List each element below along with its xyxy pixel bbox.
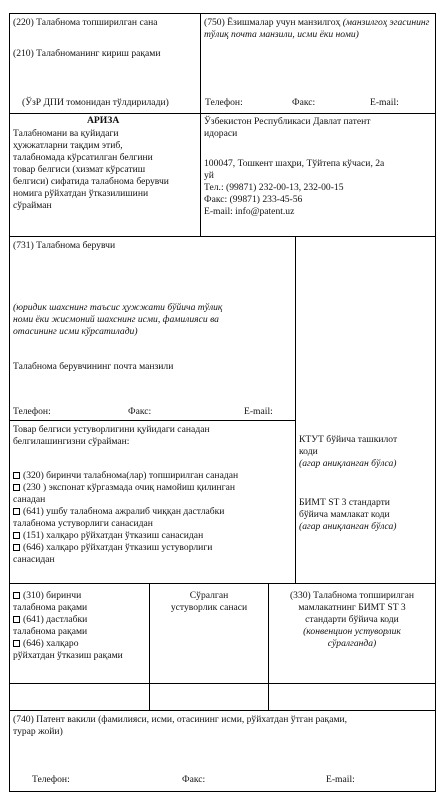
priority-heading-line: Товар белгиси устуворлигини қуйидаги санадан — [13, 424, 210, 435]
application-text-line: ҳужжатларни тақдим этиб, — [13, 140, 123, 151]
ktut-code-note: (агар аниқланган бўлса) — [299, 458, 397, 469]
patent-attorney-heading — [13, 714, 347, 738]
priority-option[interactable] — [13, 506, 238, 518]
applicant-heading: (731) Талабнома берувчи — [13, 240, 116, 251]
application-text-line: Талабномани ва қуйидаги — [13, 128, 119, 139]
priority-option-continued: талабнома устуворлиги санасидан — [13, 518, 153, 529]
priority-number-entry[interactable] — [9, 683, 150, 711]
wipo-code-line: бўйича мамлакат коди — [299, 509, 390, 520]
number-option[interactable] — [13, 614, 123, 626]
ktut-code-line: КТУТ бўйича ташкилот — [299, 434, 398, 445]
checkbox[interactable] — [13, 532, 20, 539]
country-code-label — [270, 590, 434, 650]
priority-option-label: (230 ) экспонат кўргазмада очиқ намойиш қилинган — [23, 482, 236, 493]
number-option-continued: талабнома рақами — [13, 602, 88, 613]
country-code-line: мамлакатнинг БИМТ ST 3 — [298, 602, 406, 613]
priority-option[interactable] — [13, 470, 238, 482]
applicant-fax-label: Факс: — [128, 406, 152, 417]
priority-heading — [13, 424, 210, 448]
office-address-line: 100047, Тошкент шаҳри, Тўйтепа кўчаси, 2а — [204, 158, 385, 169]
priority-option[interactable] — [13, 482, 238, 494]
priority-heading-line: белгилашингизни сўрайман: — [13, 436, 130, 447]
applicant-note-line: номи ёки жисмоний шахснинг исми, фамилияси ва — [13, 314, 219, 325]
attorney-heading-line: турар жойи) — [13, 726, 63, 737]
priority-option-label: (646) халқаро рўйхатдан ўтказиш устуворлиги — [23, 542, 213, 553]
application-text-line: сўрайман — [13, 200, 52, 211]
requested-priority-date-label — [151, 590, 267, 614]
office-email: E-mail: info@patent.uz — [204, 206, 295, 217]
priority-option-continued: санасидан — [13, 554, 55, 565]
correspondence-email-label: E-mail: — [370, 97, 399, 108]
requested-date-line: Сўралган — [189, 590, 229, 601]
patent-office-address — [204, 158, 384, 218]
checkbox[interactable] — [13, 616, 20, 623]
priority-option-continued: санадан — [13, 494, 46, 505]
applicant-postal-address: Талабнома берувчининг почта манзили — [13, 361, 174, 372]
country-code-line: стандарти бўйича коди — [305, 614, 399, 625]
priority-option-label: (641) ушбу талабнома ажралиб чиққан дастлабки — [23, 506, 225, 517]
number-option-continued: рўйхатдан ўтказиш рақами — [13, 650, 123, 661]
receipt-number-label: (210) Талабноманинг кириш рақами — [13, 48, 161, 59]
wipo-country-code — [299, 497, 397, 533]
country-code-line: (330) Талабнома топширилган — [289, 590, 415, 601]
priority-option-label: (320) биринчи талабнома(лар) топширилган санадан — [23, 470, 239, 481]
office-address-line: уй — [204, 170, 214, 181]
checkbox[interactable] — [13, 544, 20, 551]
priority-options — [13, 470, 238, 566]
applicant-email-label: E-mail: — [244, 406, 273, 417]
office-name-line: Ўзбекистон Республикаси Давлат патент — [204, 116, 371, 127]
wipo-code-note: (агар аниқланган бўлса) — [299, 521, 397, 532]
priority-number-options — [13, 590, 123, 662]
checkbox[interactable] — [13, 484, 20, 491]
checkbox[interactable] — [13, 640, 20, 647]
wipo-code-line: БИМТ ST 3 стандарти — [299, 497, 390, 508]
priority-option[interactable] — [13, 530, 238, 542]
application-text-line: белгиси) сифатида талабнома берувчи — [13, 176, 169, 187]
application-title: АРИЗА — [87, 115, 120, 126]
office-fax: Факс: (99871) 233-45-56 — [204, 194, 303, 205]
number-option-continued: талабнома рақами — [13, 626, 88, 637]
applicant-note — [13, 302, 222, 338]
priority-date-entry[interactable] — [149, 683, 269, 711]
priority-option-label: (151) халқаро рўйхатдан ўтказиш санасидан — [23, 530, 204, 541]
office-tel: Тел.: (99871) 232-00-13, 232-00-15 — [204, 182, 344, 193]
application-text-line: номига рўйхатдан ўтказилишини — [13, 188, 149, 199]
number-option-label: (310) биринчи — [23, 590, 82, 601]
country-code-note: сўралганда) — [327, 638, 377, 649]
correspondence-address-heading — [204, 17, 432, 41]
checkbox[interactable] — [13, 472, 20, 479]
applicant-note-line: (юридик шахснинг таъсис ҳужжати бўйича тўлиқ — [13, 302, 223, 313]
number-option-label: (646) халқаро — [23, 638, 79, 649]
ktut-code-line: коди — [299, 446, 318, 457]
checkbox[interactable] — [13, 508, 20, 515]
correspondence-heading-note: (манзилгоҳ эгасининг тўлиқ почта манзили, исми ёки номи) — [204, 17, 430, 40]
correspondence-phone-label: Телефон: — [205, 97, 243, 108]
application-text-line: товар белгиси (хизмат кўрсатиш — [13, 164, 146, 175]
priority-option[interactable] — [13, 542, 238, 554]
applicant-phone-label: Телефон: — [13, 406, 51, 417]
attorney-heading-line: (740) Патент вакили (фамилияси, исми, отасининг исми, рўйхатдан ўтган рақами, — [13, 714, 348, 725]
filing-date-label: (220) Талабнома топширилган сана — [13, 17, 158, 28]
attorney-phone-label: Телефон: — [32, 774, 70, 785]
number-option[interactable] — [13, 590, 123, 602]
attorney-email-label: E-mail: — [326, 774, 355, 785]
country-code-note: (конвенцион устуворлик — [303, 626, 401, 637]
number-option[interactable] — [13, 638, 123, 650]
applicant-note-line: отасининг исми кўрсатилади) — [13, 326, 138, 337]
correspondence-heading-text: (750) Ёзишмалар учун манзилгоҳ — [204, 17, 341, 28]
attorney-fax-label: Факс: — [182, 774, 206, 785]
patent-office-name — [204, 116, 370, 140]
country-code-entry[interactable] — [268, 683, 436, 711]
number-option-label: (641) дастлабки — [23, 614, 88, 625]
checkbox[interactable] — [13, 592, 20, 599]
ktut-code — [299, 434, 397, 470]
application-text — [13, 128, 169, 212]
application-text-line: талабномада кўрсатилган белгини — [13, 152, 153, 163]
requested-date-line: устуворлик санаси — [170, 602, 248, 613]
correspondence-fax-label: Факс: — [292, 97, 316, 108]
filled-by-office-note: (ЎзР ДПИ томонидан тўлдирилади) — [22, 97, 169, 108]
office-name-line: идораси — [204, 128, 238, 139]
